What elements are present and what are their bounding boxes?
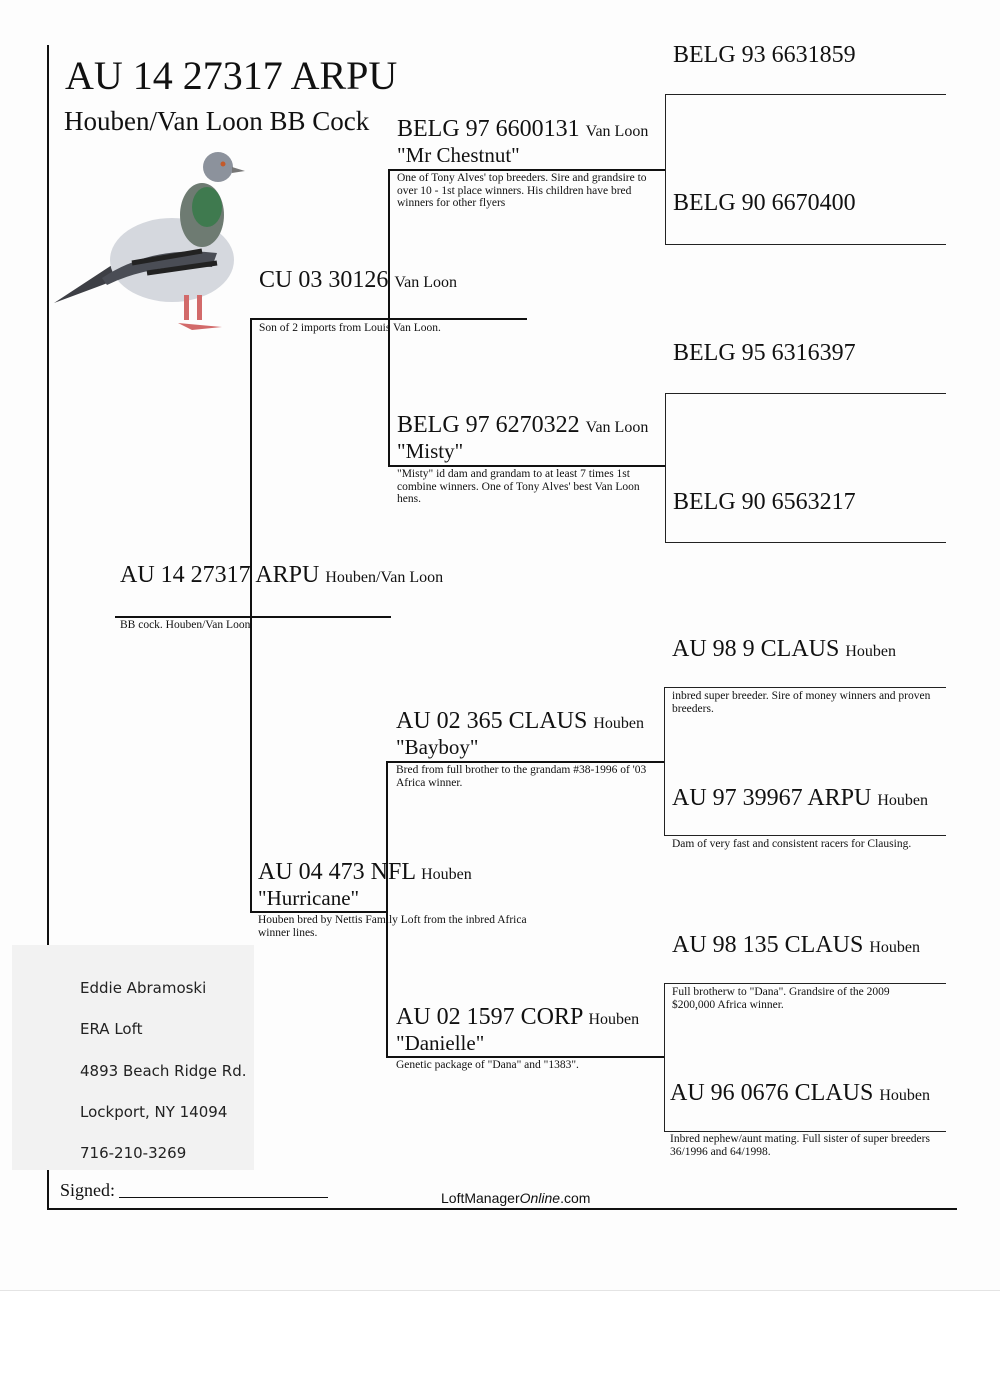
sire-sire-note: One of Tony Alves' top breeders. Sire and grandsire to over 10 - 1st place winners. His children have bred winners for other flyers: [397, 172, 647, 209]
gen4-ring-1: BELG 93 6631859: [673, 42, 856, 68]
dam-dam-ring: AU 02 1597 CORP Houben: [396, 1004, 640, 1030]
gen4-box-2: [665, 393, 946, 543]
subject-note: BB cock. Houben/Van Loon: [120, 619, 251, 631]
gen4-ring-3: BELG 95 6316397: [673, 340, 856, 366]
tree-line-dam-vertical: [386, 762, 388, 1058]
gen4-note-6: Dam of very fast and consistent racers for Clausing.: [672, 838, 912, 850]
gen4-note-5: inbred super breeder. Sire of money winners and proven breeders.: [672, 690, 931, 715]
sire-sire-ring: BELG 97 6600131 Van Loon: [397, 116, 649, 142]
subject-ring: AU 14 27317 ARPU Houben/Van Loon: [120, 562, 444, 588]
gen4-note-8: Inbred nephew/aunt mating. Full sister of super breeders 36/1996 and 64/1998.: [670, 1133, 930, 1158]
dam-sire-ring: AU 02 365 CLAUS Houben: [396, 708, 644, 734]
tree-line-sd-under: [388, 465, 666, 467]
signed-label: Signed:: [60, 1180, 116, 1200]
contact-address: 4893 Beach Ridge Rd.: [80, 1062, 247, 1080]
tree-line-ds-under: [386, 761, 664, 763]
sire-dam-name: "Misty": [397, 439, 464, 463]
pigeon-icon: [52, 145, 252, 340]
gen4-ring-7: AU 98 135 CLAUS Houben: [672, 932, 920, 958]
contact-label: [12, 945, 254, 1170]
tree-line-sire-vertical: [388, 170, 390, 466]
page-title: AU 14 27317 ARPU: [65, 53, 398, 98]
dam-dam-name: "Danielle": [396, 1031, 485, 1055]
gen4-note-7: Full brotherw to "Dana". Grandsire of the 2009 $200,000 Africa winner.: [672, 986, 890, 1011]
contact-city: Lockport, NY 14094: [80, 1103, 228, 1121]
gen4-box-1: [665, 94, 946, 245]
sire-note: Son of 2 imports from Louis Van Loon.: [259, 322, 441, 334]
dam-sire-name: "Bayboy": [396, 735, 479, 759]
gen4-ring-6: AU 97 39967 ARPU Houben: [672, 785, 929, 811]
dam-name: "Hurricane": [258, 886, 360, 910]
tree-line-ss-under: [388, 169, 666, 171]
sire-dam-note: "Misty" id dam and grandam to at least 7 times 1st combine winners. One of Tony Alves' best Van Loon hens.: [397, 468, 640, 505]
gen4-ring-5: AU 98 9 CLAUS Houben: [672, 636, 896, 662]
contact-phone: 716-210-3269: [80, 1144, 187, 1162]
dam-sire-note: Bred from full brother to the grandam #38-1996 of '03 Africa winner.: [396, 764, 647, 789]
bottom-border: [47, 1208, 957, 1210]
dam-ring: AU 04 473 NFL Houben: [258, 859, 472, 885]
dam-dam-note: Genetic package of "Dana" and "1383".: [396, 1059, 579, 1071]
sire-ring: CU 03 30126 Van Loon: [259, 267, 457, 293]
gen4-ring-4: BELG 90 6563217: [673, 489, 856, 515]
tree-line-dd-under: [386, 1056, 664, 1058]
scan-margin: [0, 1290, 1000, 1376]
tree-line-dam-under: [250, 911, 386, 913]
sire-sire-name: "Mr Chestnut": [397, 143, 520, 167]
sire-dam-ring: BELG 97 6270322 Van Loon: [397, 412, 649, 438]
signature-line: [119, 1197, 328, 1198]
page-subtitle: Houben/Van Loon BB Cock: [64, 106, 370, 136]
contact-name: Eddie Abramoski: [80, 979, 207, 997]
contact-loft: ERA Loft: [80, 1020, 143, 1038]
dam-note: Houben bred by Nettis Family Loft from the inbred Africa winner lines.: [258, 914, 527, 939]
gen4-ring-8: AU 96 0676 CLAUS Houben: [670, 1080, 930, 1106]
footer-brand: LoftManagerOnline.com: [441, 1190, 591, 1206]
gen4-ring-2: BELG 90 6670400: [673, 190, 856, 216]
tree-line-subject-under: [115, 616, 391, 618]
